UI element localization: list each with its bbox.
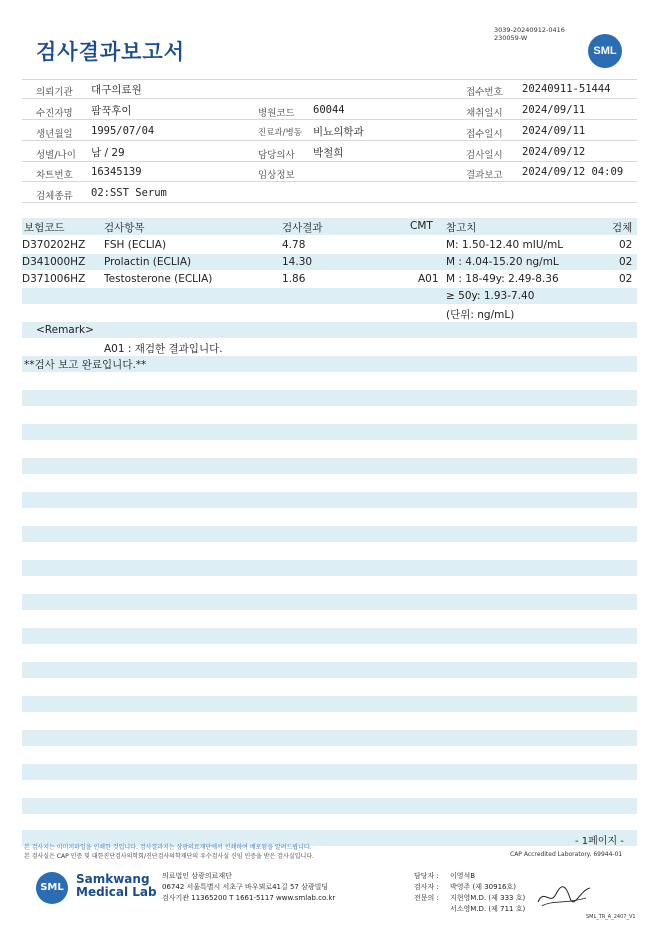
brand-name (76, 873, 157, 899)
dept-label: 진료과/병동 (258, 128, 302, 138)
org-name: 의료법인 삼광의료재단 (162, 872, 232, 880)
chart-no-label: 차트번호 (36, 170, 73, 181)
cell-result: 14.30 (282, 256, 313, 268)
row-band (22, 594, 637, 610)
remark-title: <Remark> (36, 324, 94, 336)
staff-label: 담당자 : (414, 872, 439, 880)
brand-line2: Medical Lab (76, 885, 157, 899)
receipt-no-label: 접수번호 (466, 87, 503, 98)
th-code: 보험코드 (24, 222, 65, 234)
specimen-label: 검체종류 (36, 191, 73, 202)
cell-ref: M: 1.50-12.40 mIU/mL (446, 239, 564, 251)
row-band (22, 662, 637, 678)
cell-code: D341000HZ (22, 256, 86, 268)
page-number: - 1페이지 - (575, 836, 624, 847)
org-contact: 검사기관 11365200 T 1661-5117 www.smlab.co.kr (162, 894, 336, 902)
divider (22, 98, 637, 99)
dept-value: 비뇨의학과 (313, 126, 364, 138)
signature-image (536, 880, 592, 910)
th-item: 검사항목 (104, 222, 145, 234)
receipt-date-value: 2024/09/11 (522, 125, 586, 137)
specialist-label: 전문의 : (414, 894, 439, 902)
divider (22, 140, 637, 141)
chart-no-value: 16345139 (91, 166, 142, 178)
row-band (22, 526, 637, 542)
cell-specimen: 02 (619, 239, 633, 251)
cell-result: 4.78 (282, 239, 306, 251)
row-band (22, 696, 637, 712)
birth-label: 생년월일 (36, 129, 73, 140)
cap-accreditation: CAP Accredited Laboratory. 69944-01 (510, 851, 623, 858)
document-id-line2: 230059-W (494, 34, 528, 42)
institution-label: 의뢰기관 (36, 87, 73, 98)
sex-age-value: 남 / 29 (91, 147, 125, 159)
ref-extra-line: ≥ 50y: 1.93-7.40 (446, 290, 535, 302)
document-id-line1: 3039-20240912-0416 (494, 26, 565, 34)
row-band (22, 798, 637, 814)
row-band (22, 730, 637, 746)
row-band (22, 322, 637, 338)
doctor-value: 박철희 (313, 147, 344, 159)
cell-item: Testosterone (ECLIA) (104, 273, 213, 285)
staff-value: 이영석B (450, 872, 476, 880)
specialist2-value: 서소영M.D. (제 711 호) (450, 905, 526, 913)
row-band (22, 458, 637, 474)
th-specimen: 검체 (612, 222, 633, 234)
cell-code: D371006HZ (22, 273, 86, 285)
form-code: SML_TR_A_2407_V1 (586, 914, 636, 920)
specialist1-value: 지현영M.D. (제 333 호) (450, 894, 526, 902)
collect-date-value: 2024/09/11 (522, 104, 586, 116)
row-band (22, 492, 637, 508)
sex-age-label: 성별/나이 (36, 150, 76, 161)
cell-specimen: 02 (619, 256, 633, 268)
page-title: 검사결과보고서 (36, 40, 186, 64)
row-band (22, 628, 637, 644)
hospital-code-label: 병원코드 (258, 108, 295, 119)
remark-line: A01 : 재검한 결과입니다. (104, 343, 223, 355)
hospital-code-value: 60044 (313, 104, 345, 116)
th-ref: 참고치 (446, 222, 477, 234)
cell-ref: M : 4.04-15.20 ng/mL (446, 256, 559, 268)
tester-label: 검사자 : (414, 883, 439, 891)
sml-footer-logo: SML (36, 872, 68, 904)
th-cmt: CMT (410, 220, 433, 232)
clinical-label: 임상정보 (258, 170, 295, 181)
cap-notice: 본 검사실은 CAP 인증 및 대한진단검사의학회/진단검사의학재단의 우수검사실 신임 인증을 받은 검사실입니다. (24, 853, 314, 860)
patient-value: 팜꾹후이 (91, 105, 132, 117)
th-result: 검사결과 (282, 222, 323, 234)
cell-specimen: 02 (619, 273, 633, 285)
row-band (22, 424, 637, 440)
cell-cmt: A01 (418, 273, 439, 285)
divider (22, 119, 637, 120)
ref-unit-line: (단위: ng/mL) (446, 309, 515, 321)
cell-ref: M : 18-49y: 2.49-8.36 (446, 273, 559, 285)
report-date-label: 결과보고 (466, 170, 503, 181)
institution-value: 대구의료원 (91, 84, 142, 96)
test-date-value: 2024/09/12 (522, 146, 586, 158)
divider (22, 79, 637, 80)
divider (22, 202, 637, 203)
row-band (22, 288, 637, 304)
row-band (22, 560, 637, 576)
print-notice: 본 검사지는 이미지파일을 인쇄한 것입니다. 검사결과지는 삼광의료재단에서 인쇄하여 배포됨을 알려드립니다. (24, 844, 312, 851)
tester-value: 박영주 (제 30916호) (450, 883, 516, 891)
brand-line1: Samkwang (76, 872, 150, 886)
org-address: 06742 서울특별시 서초구 바우뫼로41길 57 삼광빌딩 (162, 883, 329, 891)
cell-result: 1.86 (282, 273, 306, 285)
document-id (494, 26, 565, 42)
cell-item: Prolactin (ECLIA) (104, 256, 192, 268)
report-date-value: 2024/09/12 04:09 (522, 166, 624, 178)
receipt-date-label: 접수일시 (466, 129, 503, 140)
divider (22, 161, 637, 162)
birth-value: 1995/07/04 (91, 125, 155, 137)
collect-date-label: 채취일시 (466, 108, 503, 119)
receipt-no-value: 20240911-51444 (522, 83, 611, 95)
row-band (22, 764, 637, 780)
doctor-label: 담당의사 (258, 150, 295, 161)
cell-code: D370202HZ (22, 239, 86, 251)
patient-label: 수진자명 (36, 108, 73, 119)
cell-item: FSH (ECLIA) (104, 239, 167, 251)
sml-logo: SML (588, 34, 622, 68)
divider (22, 181, 637, 182)
specimen-value: 02:SST Serum (91, 187, 167, 199)
row-band (22, 390, 637, 406)
report-complete: **검사 보고 완료입니다.** (24, 359, 147, 371)
test-date-label: 검사일시 (466, 150, 503, 161)
